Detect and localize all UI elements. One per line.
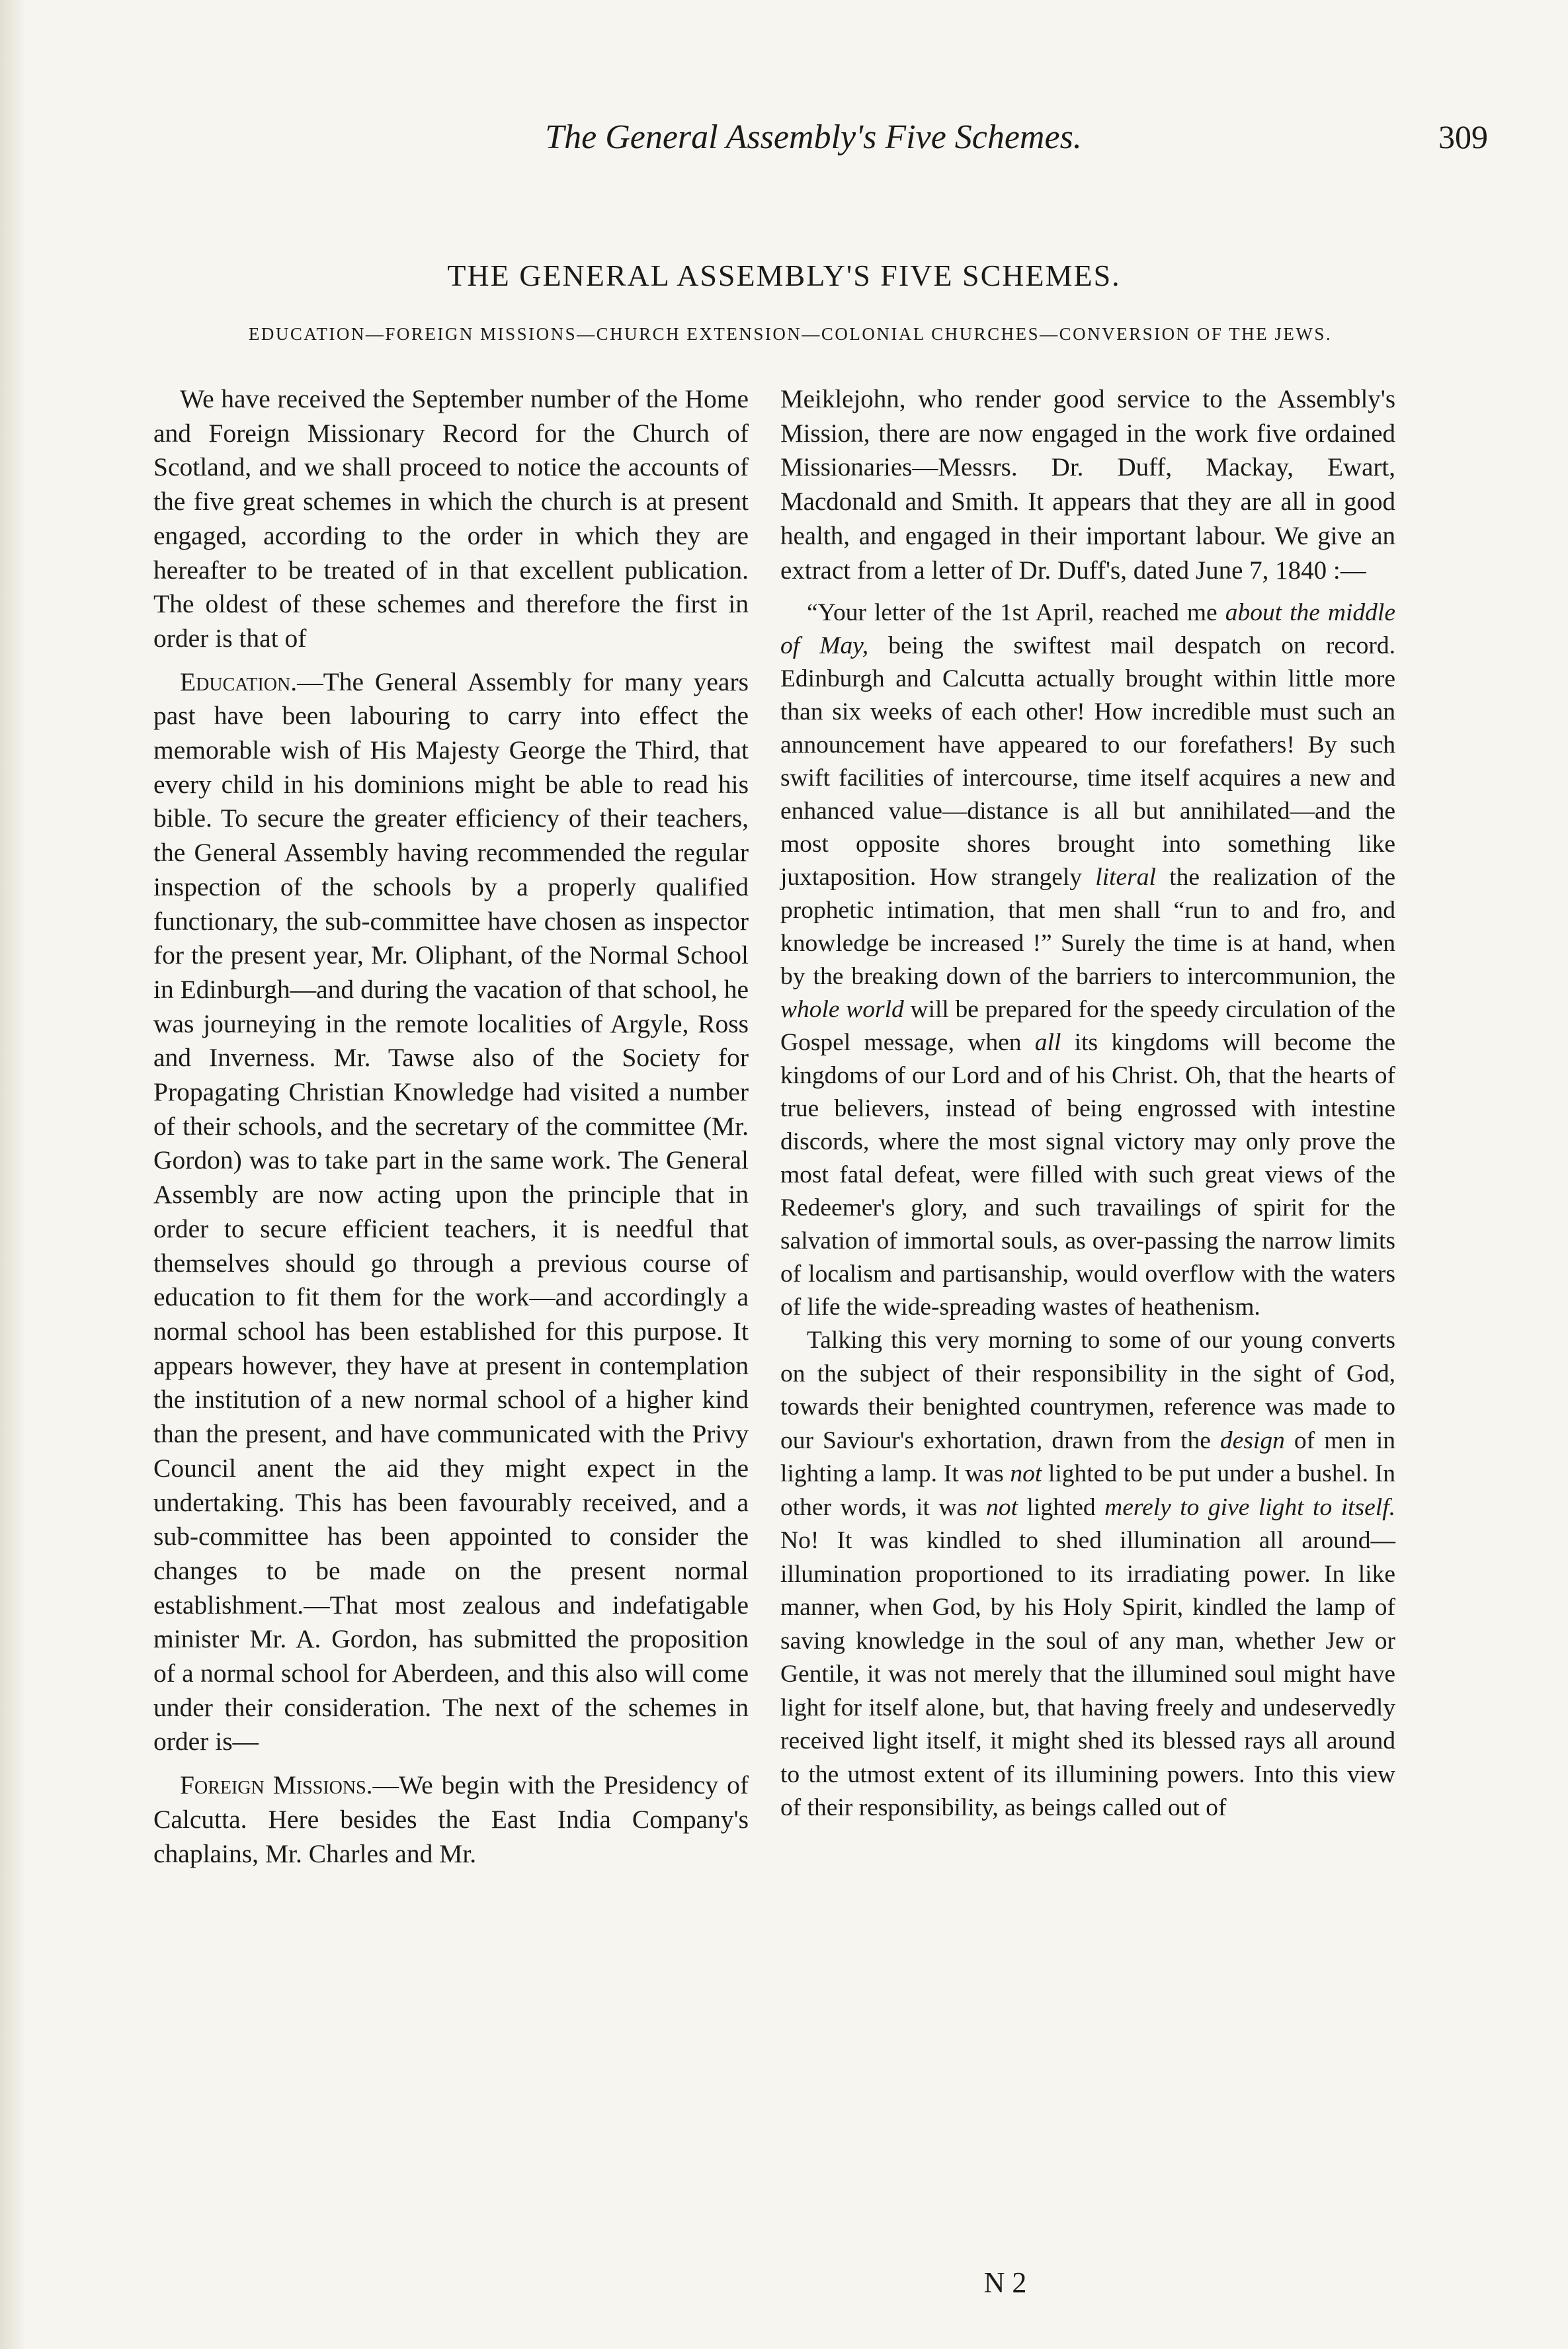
- education-heading: Education.: [180, 667, 298, 696]
- article-subtitle: EDUCATION—FOREIGN MISSIONS—CHURCH EXTENSION—COLONIAL CHURCHES—CONVERSION OF THE JEWS.: [248, 324, 1333, 344]
- page-binding-edge: [0, 0, 26, 2349]
- page-number: 309: [1438, 118, 1488, 155]
- paragraph-text: No! It was kindled to shed illumination all around—illumination proportioned to its irradiating power. In like manner, when God, by his Holy Spirit, kindled the lamp of saving knowledge in the soul of any man, whether Jew or Gentile, it was not merely that the illumined soul might have light for itself alone, but, that having freely and undeservedly received light itself, it might shed its blessed rays all around to the utmost extent of its illumining powers. Into this view of their responsibility, as beings called out of: [780, 1527, 1395, 1822]
- quote-italic: whole world: [780, 996, 904, 1024]
- quote-text: “Your letter of the 1st April, reached me: [807, 599, 1225, 627]
- article-title: THE GENERAL ASSEMBLY'S FIVE SCHEMES.: [447, 259, 1121, 292]
- education-paragraph: [153, 665, 749, 1760]
- quote-text: being the swiftest mail despatch on record. Edinburgh and Calcutta actually brought within little more than six weeks of each other! How incredible must such an announcement have appeared to our forefathers! By such swift facilities of intercourse, time itself acquires a new and enhanced value—distance is all but annihilated—and the most opposite shores brought into something like juxtaposition. How strangely: [780, 632, 1395, 891]
- education-text: —The General Assembly for many years past have been labouring to carry into effect the memorable wish of His Majesty George the Third, that every child in his dominions might be able to read his bible. To secure the greater efficiency of their teachers, the General Assembly having recommended the regular inspection of the schools by a properly qualified functionary, the sub-committee have chosen as inspector for the present year, Mr. Oliphant, of the Normal School in Edinburgh—and during the vacation of that school, he was journeying in the remote localities of Argyle, Ross and Inverness. Mr. Tawse also of the Society for Propagating Christian Knowledge had visited a number of their schools, and the secretary of the committee (Mr. Gordon) was to take part in the same work. The General Assembly are now acting upon the principle that in order to secure efficient teachers, it is needful that themselves should go through a previous course of education to fit them for the work—and accordingly a normal school has been established for this purpose. It appears however, they have at present in contemplation the institution of a new normal school of a higher kind than the present, and have communicated with the Privy Council anent the aid they might expect in the undertaking. This has been favourably received, and a sub-committee has been appointed to consider the changes to be made on the present normal establishment.—That most zealous and indefatigable minister Mr. A. Gordon, has submitted the proposition of a normal school for Aberdeen, and this also will come under their consideration. The next of the schemes in order is—: [153, 667, 749, 1756]
- duff-letter-quote: [780, 597, 1395, 1324]
- quote-text: will be prepared for the speedy circulation of the Gospel message, when: [780, 996, 1395, 1057]
- missionaries-paragraph: Meiklejohn, who render good service to the Assembly's Mission, there are now engaged in the work five ordained Missionaries—Messrs. Dr. Duff, Mackay, Ewart, Macdonald and Smith. It appears that they are all in good health, and engaged in their important labour. We give an extract from a letter of Dr. Duff's, dated June 7, 1840 :—: [780, 385, 1395, 585]
- quote-italic: all: [1034, 1029, 1061, 1057]
- foreign-missions-heading: Foreign Missions.: [180, 1770, 373, 1800]
- foreign-missions-text: —We begin with the Presidency of Calcutta. Here besides the East India Company's chaplains, Mr. Charles and Mr.: [153, 1770, 749, 1868]
- signature-mark: N 2: [983, 2266, 1027, 2299]
- paragraph-italic: not: [1010, 1460, 1042, 1488]
- left-column: [153, 382, 749, 1871]
- paragraph-italic: merely to give light to itself.: [1104, 1493, 1395, 1521]
- running-head: [165, 118, 1488, 171]
- foreign-missions-paragraph: [153, 1768, 749, 1871]
- paragraph-text: of men in lighting a lamp. It was: [780, 1426, 1395, 1488]
- paragraph-text: lighted: [1018, 1493, 1105, 1521]
- right-column: [780, 382, 1395, 1825]
- paragraph-text: Talking this very morning to some of our young converts on the subject of their responsibility in the sight of God, towards their benighted countrymen, reference was made to our Saviour's exhortation, drawn from the: [780, 1327, 1395, 1454]
- converts-paragraph: [780, 1324, 1395, 1825]
- paragraph-italic: not: [986, 1493, 1018, 1521]
- quote-text: its kingdoms will become the kingdoms of our Lord and of his Christ. Oh, that the hearts of true believers, instead of being engrossed with intestine discords, where the most signal victory may only prove the most fatal defeat, were filled with such great views of the Redeemer's glory, and such travailings of spirit for the salvation of immortal souls, as over-passing the narrow limits of localism and partisanship, would overflow with the waters of life the wide-spreading wastes of heathenism.: [780, 1029, 1395, 1321]
- paragraph-text: lighted to be put under a bushel. In other words, it was: [780, 1460, 1395, 1521]
- intro-paragraph: We have received the September number of the Home and Foreign Missionary Record for the Church of Scotland, and we shall proceed to notice the accounts of the five great schemes in which the church is at present engaged, according to the order in which they are hereafter to be treated of in that excellent publication. The oldest of these schemes and therefore the first in order is that of: [153, 384, 749, 653]
- running-head-title: The General Assembly's Five Schemes.: [545, 118, 1082, 156]
- quote-text: the realization of the prophetic intimation, that men shall “run to and fro, and knowledge be increased !” Surely the time is at hand, when by the breaking down of the barriers to intercommunion, the: [780, 864, 1395, 991]
- quote-italic: about the middle of May,: [780, 599, 1395, 660]
- paragraph-italic: design: [1219, 1426, 1285, 1454]
- quote-italic: literal: [1095, 864, 1156, 891]
